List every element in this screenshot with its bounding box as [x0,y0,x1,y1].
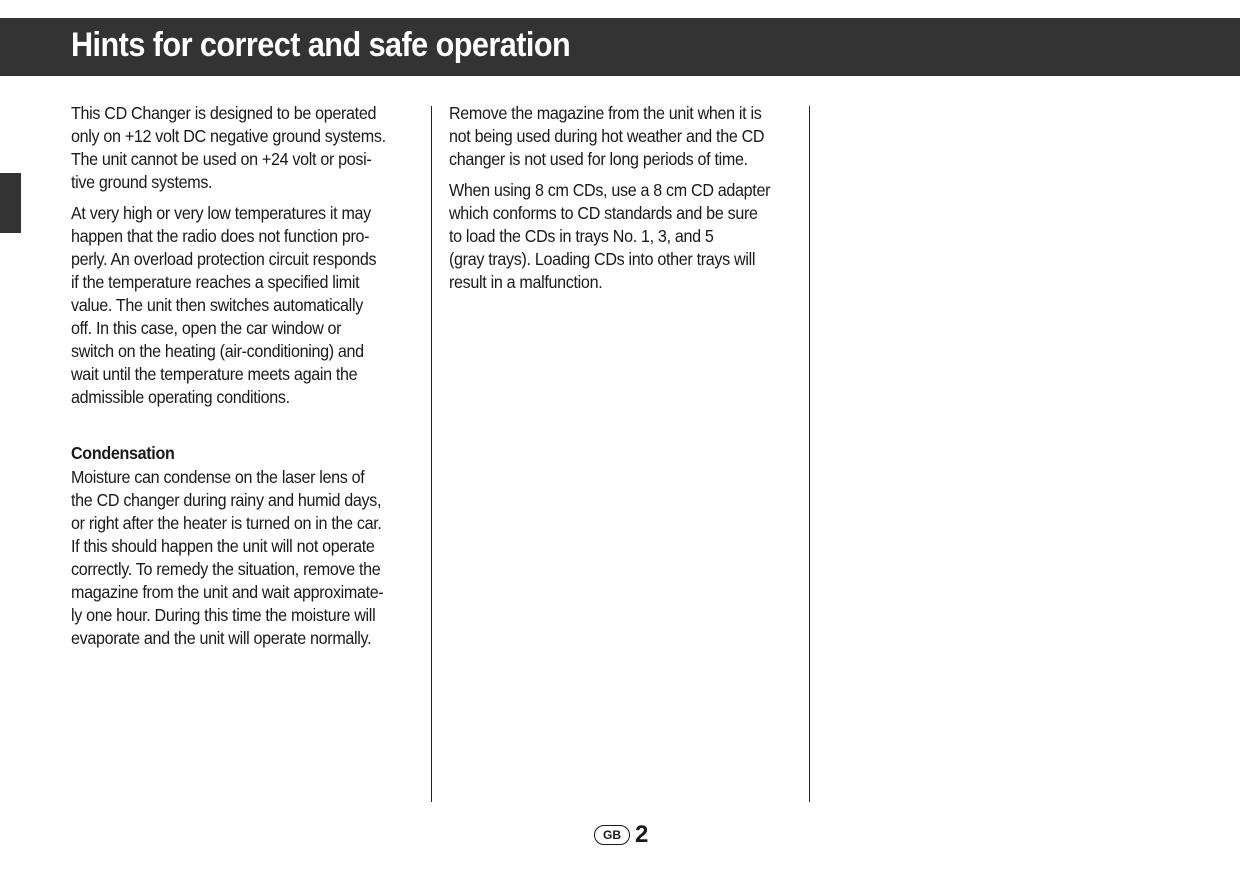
text-line: When using 8 cm CDs, use a 8 cm CD adapter [449,180,771,200]
text-line: correctly. To remedy the situation, remove the [71,559,381,579]
page-number: 2 [635,821,649,848]
column-divider-left [431,106,432,802]
text-line: If this should happen the unit will not operate [71,536,375,556]
left-column [71,102,421,417]
text-line: ly one hour. During this time the moisture will [71,605,376,625]
text-line: which conforms to CD standards and be sure [449,203,758,223]
text-line: happen that the radio does not function pro- [71,226,370,246]
text-line: At very high or very low temperatures it may [71,203,371,223]
text-line: switch on the heating (air-conditioning) and [71,341,364,361]
section-tab-marker [0,173,21,233]
column-divider-right [809,106,810,802]
paragraph-condensation [71,466,393,650]
text-line: value. The unit then switches automatically [71,295,363,315]
text-line: Moisture can condense on the laser lens of [71,467,365,487]
text-line: to load the CDs in trays No. 1, 3, and 5 [449,226,714,246]
text-line: wait until the temperature meets again the [71,364,358,384]
text-line: This CD Changer is designed to be operated [71,103,377,123]
right-column [449,102,799,302]
paragraph-8cm-cds [449,179,771,294]
text-line: Remove the magazine from the unit when it is [449,103,762,123]
text-line: result in a malfunction. [449,272,603,292]
text-line: the CD changer during rainy and humid days, [71,490,382,510]
text-line: The unit cannot be used on +24 volt or posi- [71,149,372,169]
text-line: if the temperature reaches a specified limit [71,272,360,292]
country-code-badge: GB [594,825,630,845]
text-line: changer is not used for long periods of time. [449,149,748,169]
text-line: tive ground systems. [71,172,213,192]
text-line: (gray trays). Loading CDs into other trays will [449,249,756,269]
condensation-section [71,440,421,658]
text-line: or right after the heater is turned on in the car. [71,513,382,533]
paragraph-voltage [71,102,393,194]
text-line: magazine from the unit and wait approximate- [71,582,384,602]
page-footer [594,822,648,848]
paragraph-temperature [71,202,393,409]
page-title: Hints for correct and safe operation [71,26,571,64]
text-line: not being used during hot weather and the CD [449,126,765,146]
condensation-heading: Condensation [71,443,175,463]
paragraph-magazine-removal [449,102,771,171]
text-line: off. In this case, open the car window or [71,318,342,338]
text-line: only on +12 volt DC negative ground systems. [71,126,386,146]
text-line: evaporate and the unit will operate normally. [71,628,372,648]
text-line: perly. An overload protection circuit responds [71,249,377,269]
text-line: admissible operating conditions. [71,387,290,407]
